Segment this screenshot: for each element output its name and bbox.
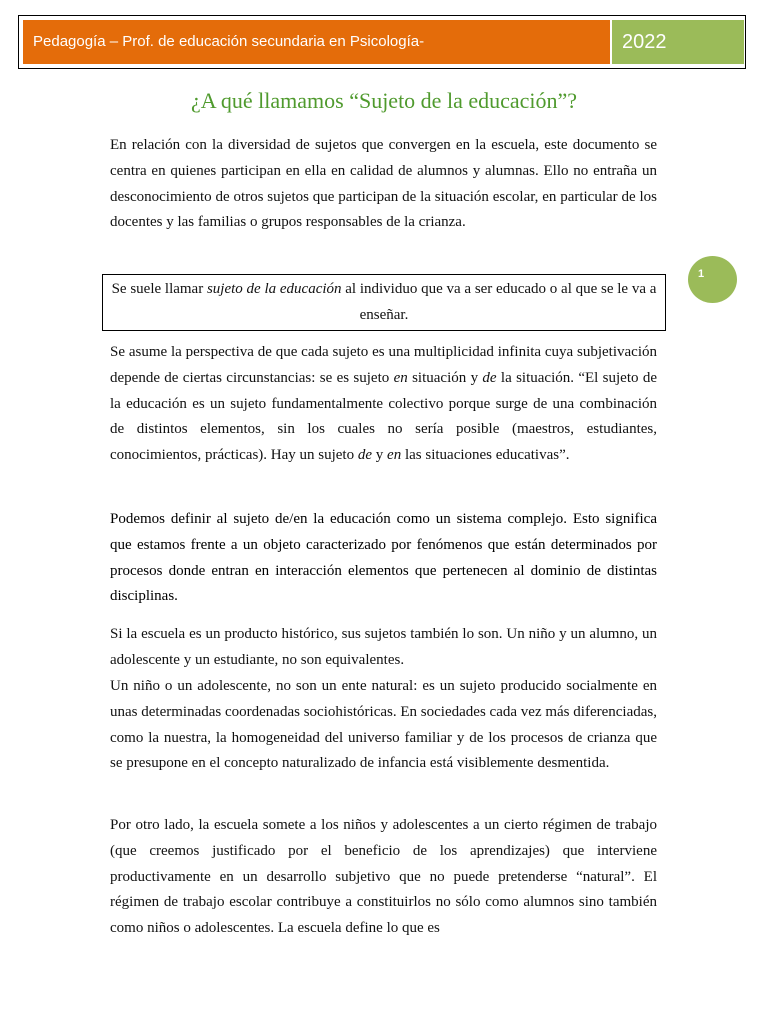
paragraph-social-subject: Un niño o un adolescente, no son un ente natural: es un sujeto producido socialmente en unas determinadas coordenadas sociohistóricas. En sociedades cada vez más diferenciadas, como la nuestra, la homogeneidad del universo familiar y de los procesos de crianza que se presupone en el concepto naturalizado de infancia está visiblemente desmentida. xyxy=(110,678,657,772)
definition-callout xyxy=(102,274,666,331)
p2-text-c: la situación. “El sujeto de la educación es un sujeto fundamentalmente colectivo porque surge de una combinación de distintos elementos, sin los cuales no sería posible (maestros, estudiantes, conocimientos, prácticas). Hay un sujeto xyxy=(110,369,657,464)
callout-italic-term: sujeto de la educación xyxy=(206,281,342,297)
p2-text-d: y xyxy=(372,447,388,464)
header-year: 2022 xyxy=(612,20,744,64)
p2-italic-en-2: en xyxy=(387,447,402,464)
paragraph-complex-system: Podemos definir al sujeto de/en la educación como un sistema complejo. Esto significa que estamos frente a un objeto caracterizado por fenómenos que están determinados por procesos donde entran en interacción elementos que pertenecen al dominio de distintas disciplinas. xyxy=(110,511,657,605)
paragraph-work-regime: Por otro lado, la escuela somete a los niños y adolescentes a un cierto régimen de trabajo (que creemos justificado por el beneficio de los aprendizajes) que interviene productivamente en un desarrollo subjetivo que no puede pretenderse “natural”. El régimen de trabajo escolar contribuye a constituirlos no sólo como alumnos sino también como niños o adolescentes. La escuela define lo que es xyxy=(110,817,657,937)
p2-italic-de: de xyxy=(482,369,497,386)
page-title: ¿A qué llamamos “Sujeto de la educación”? xyxy=(190,88,578,113)
callout-text-after: al individuo que va a ser educado o al que se le va a enseñar. xyxy=(341,281,657,323)
page-number: 1 xyxy=(698,268,705,280)
p2-italic-en: en xyxy=(393,369,408,386)
callout-text-before: Se suele llamar xyxy=(111,281,207,297)
p2-text-e: las situaciones educativas”. xyxy=(401,447,570,464)
paragraph-historic-product: Si la escuela es un producto histórico, sus sujetos también lo son. Un niño y un alumno, un adolescente y un estudiante, no son equivalentes. xyxy=(110,626,657,668)
p2-text-b: situación y xyxy=(407,369,483,386)
paragraph-intro: En relación con la diversidad de sujetos que convergen en la escuela, este documento se centra en quienes participan en ella en calidad de alumnos y alumnas. Ello no entraña un desconocimiento de otros sujetos que participan de la situación escolar, en particular de los docentes y las familias o grupos responsables de la crianza. xyxy=(110,137,657,231)
header-subject: Pedagogía – Prof. de educación secundaria en Psicología- xyxy=(23,20,610,64)
p2-italic-de-2: de xyxy=(357,447,373,464)
page-number-badge xyxy=(688,256,737,303)
paragraph-perspective xyxy=(110,340,657,469)
p2-text-a: Se asume la perspectiva de que cada sujeto es una multiplicidad infinita cuya subjetivación depende de ciertas circunstancias: se es sujeto xyxy=(110,344,657,386)
